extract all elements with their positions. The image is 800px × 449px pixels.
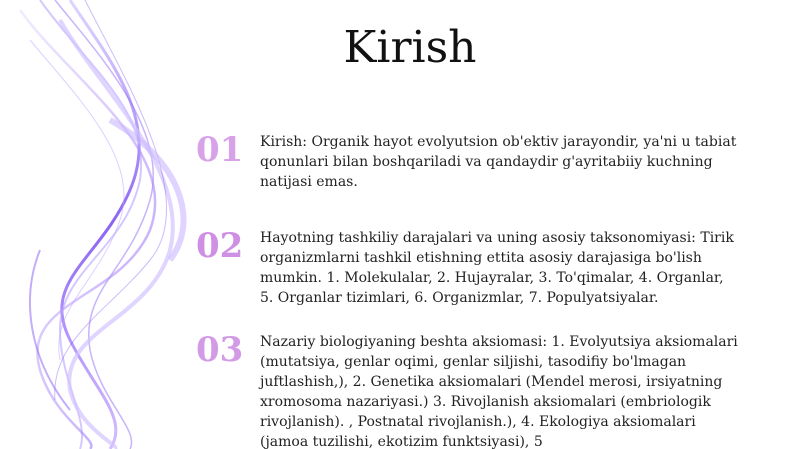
item-text: Hayotning tashkiliy darajalari va uning asosiy taksonomiyasi: Tirik organizmlarni tashkil etishning ettita asosiy darajasiga bo'lish mumkin. 1. Molekulalar, 2. Hujayralar, 3. To'qimalar, 4. Organlar, 5. Organlar tizimlari, 6. Organizmlar, 7. Populyatsiyalar.	[260, 230, 734, 306]
item-number: 02	[196, 226, 244, 266]
item-text: Kirish: Organik hayot evolyutsion ob'ektiv jarayondir, ya'ni u tabiat qonunlari bilan boshqariladi va qandaydir g'ayritabiiy kuchning natijasi emas.	[260, 134, 737, 190]
purple-smoke-decoration	[0, 0, 230, 449]
item-number: 03	[196, 330, 244, 370]
slide-title: Kirish	[343, 22, 477, 73]
item-text: Nazariy biologiyaning beshta aksiomasi: 1. Evolyutsiya aksiomalari (mutatsiya, genlar oqimi, genlar siljishi, tasodifiy bo'lmagan juftlashish,), 2. Genetika aksiomalari (Mendel merosi, irsiyatning xromosoma nazariyasi.) 3. Rivojlanish aksiomalari (embriologik rivojlanish). , Postnatal rivojlanish.), 4. Ekologiya aksiomalari (jamoa tuzilishi, ekotizim funktsiyasi), 5	[260, 334, 738, 449]
item-number: 01	[196, 130, 244, 170]
